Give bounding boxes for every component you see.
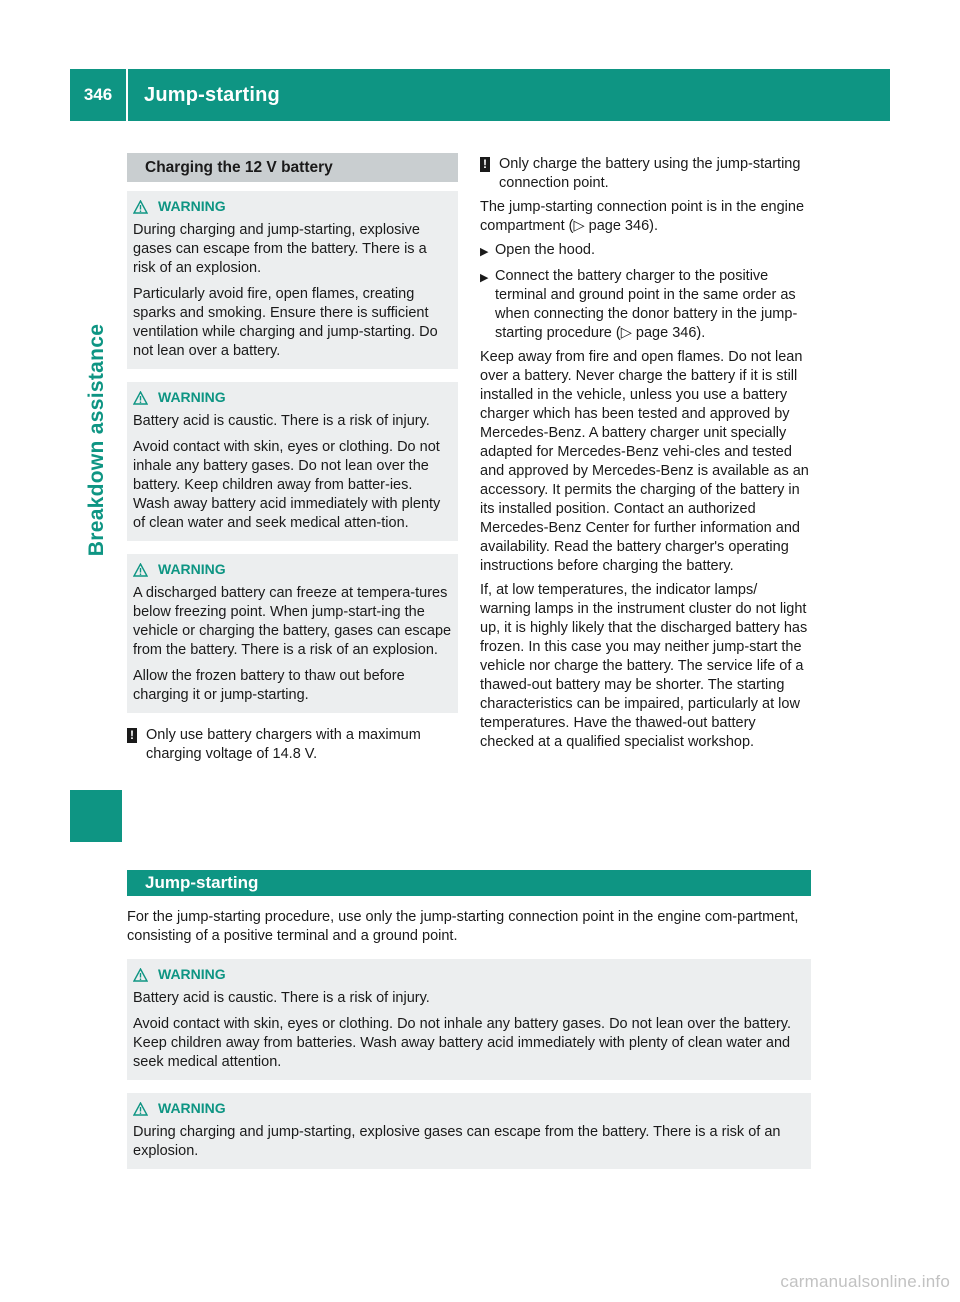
warning-text: Battery acid is caustic. There is a risk of injury. bbox=[133, 413, 430, 429]
section-heading-jump-starting: Jump-starting bbox=[127, 870, 811, 896]
exclamation-icon: ! bbox=[480, 157, 490, 172]
warning-box bbox=[127, 1093, 811, 1169]
warning-text: Avoid contact with skin, eyes or clothing. Do not inhale any battery gases. Do not lean over the battery. Keep children away from batter-ies. Wash away battery acid immediately with plenty of clean water and seek medical atten-tion. bbox=[133, 439, 441, 531]
note-text: Only use battery chargers with a maximum charging voltage of 14.8 V. bbox=[146, 727, 421, 762]
chapter-side-label: Breakdown assistance bbox=[85, 323, 108, 557]
warning-text: A discharged battery can freeze at tempera-tures below freezing point. When jump-start-ing the vehicle or charging the battery, gases can escape from the battery. There is a risk of an explosion. bbox=[133, 585, 452, 658]
warning-text: During charging and jump-starting, explosive gases can escape from the battery. There is a risk of an explosion. bbox=[133, 222, 427, 276]
page-header bbox=[70, 69, 890, 121]
warning-title bbox=[133, 197, 452, 216]
step-arrow-icon: ▶ bbox=[480, 272, 489, 284]
watermark: carmanualsonline.info bbox=[780, 1272, 950, 1291]
paragraph: Keep away from fire and open flames. Do not lean over a battery. Never charge the battery if it is still installed in the vehicle, unless you use a battery charger which has been tested and approved by Mercedes-Benz. A battery charger unit specially adapted for Mercedes-Benz vehi-cles and tested and approved by Mercedes-Benz is available as an accessory. It permits the charging of the battery in its installed position. Contact an authorized Mercedes-Benz Center for further information and availability. Read the battery charger's operating instructions before charging the battery. bbox=[480, 349, 809, 574]
warning-box bbox=[127, 382, 458, 541]
warning-label: WARNING bbox=[158, 389, 226, 405]
warning-text: During charging and jump-starting, explosive gases can escape from the battery. There is a risk of an explosion. bbox=[133, 1124, 781, 1159]
note-text: Only charge the battery using the jump-starting connection point. bbox=[499, 156, 801, 191]
warning-triangle-icon bbox=[133, 200, 148, 214]
warning-label: WARNING bbox=[158, 966, 226, 982]
chapter-marker bbox=[70, 790, 122, 842]
page-title: Jump-starting bbox=[144, 83, 280, 106]
left-column bbox=[127, 153, 458, 769]
warning-label: WARNING bbox=[158, 1100, 226, 1116]
step-arrow-icon: ▶ bbox=[480, 246, 489, 258]
section-heading-charging: Charging the 12 V battery bbox=[127, 153, 458, 182]
warning-title bbox=[133, 965, 805, 984]
paragraph: For the jump-starting procedure, use only the jump-starting connection point in the engine com-partment, consisting of a positive terminal and a ground point. bbox=[127, 909, 799, 944]
warning-triangle-icon bbox=[133, 563, 148, 577]
warning-triangle-icon bbox=[133, 968, 148, 982]
paragraph: If, at low temperatures, the indicator lamps/ warning lamps in the instrument cluster do not light up, it is highly likely that the discharged battery has frozen. In this case you may neither jump-start the vehicle nor charge the battery. The service life of a thawed-out battery may be shorter. The starting characteristics can be impaired, particularly at low temperatures. Have the thawed-out battery checked at a qualified specialist workshop. bbox=[480, 582, 808, 750]
warning-box bbox=[127, 959, 811, 1080]
paragraph: The jump-starting connection point is in the engine compartment (▷ page 346). bbox=[480, 199, 805, 234]
jump-starting-section bbox=[127, 870, 811, 1182]
step-text: Open the hood. bbox=[495, 242, 595, 258]
page-number: 346 bbox=[70, 69, 128, 121]
warning-box bbox=[127, 191, 458, 369]
warning-label: WARNING bbox=[158, 561, 226, 577]
step bbox=[480, 241, 812, 262]
warning-text: Avoid contact with skin, eyes or clothing. Do not inhale any battery gases. Do not lean over the battery. Keep children away from batteries. Wash away battery acid immediately with plenty of clean water and seek medical attention. bbox=[133, 1016, 791, 1070]
warning-text: Particularly avoid fire, open flames, creating sparks and smoking. Ensure there is sufficient ventilation while charging and jump-starting. Do not lean over a battery. bbox=[133, 286, 438, 359]
exclamation-icon: ! bbox=[127, 728, 137, 743]
warning-triangle-icon bbox=[133, 391, 148, 405]
warning-label: WARNING bbox=[158, 198, 226, 214]
warning-title bbox=[133, 560, 452, 579]
warning-text: Battery acid is caustic. There is a risk of injury. bbox=[133, 990, 430, 1006]
warning-title bbox=[133, 388, 452, 407]
step bbox=[480, 267, 812, 343]
note bbox=[127, 726, 458, 764]
warning-triangle-icon bbox=[133, 1102, 148, 1116]
warning-box bbox=[127, 554, 458, 713]
warning-title bbox=[133, 1099, 805, 1118]
warning-text: Allow the frozen battery to thaw out before charging it or jump-starting. bbox=[133, 668, 405, 703]
note bbox=[480, 155, 812, 193]
right-column bbox=[480, 153, 812, 757]
step-text: Connect the battery charger to the positive terminal and ground point in the same order as when connecting the donor battery in the jump-starting procedure (▷ page 346). bbox=[495, 268, 798, 341]
